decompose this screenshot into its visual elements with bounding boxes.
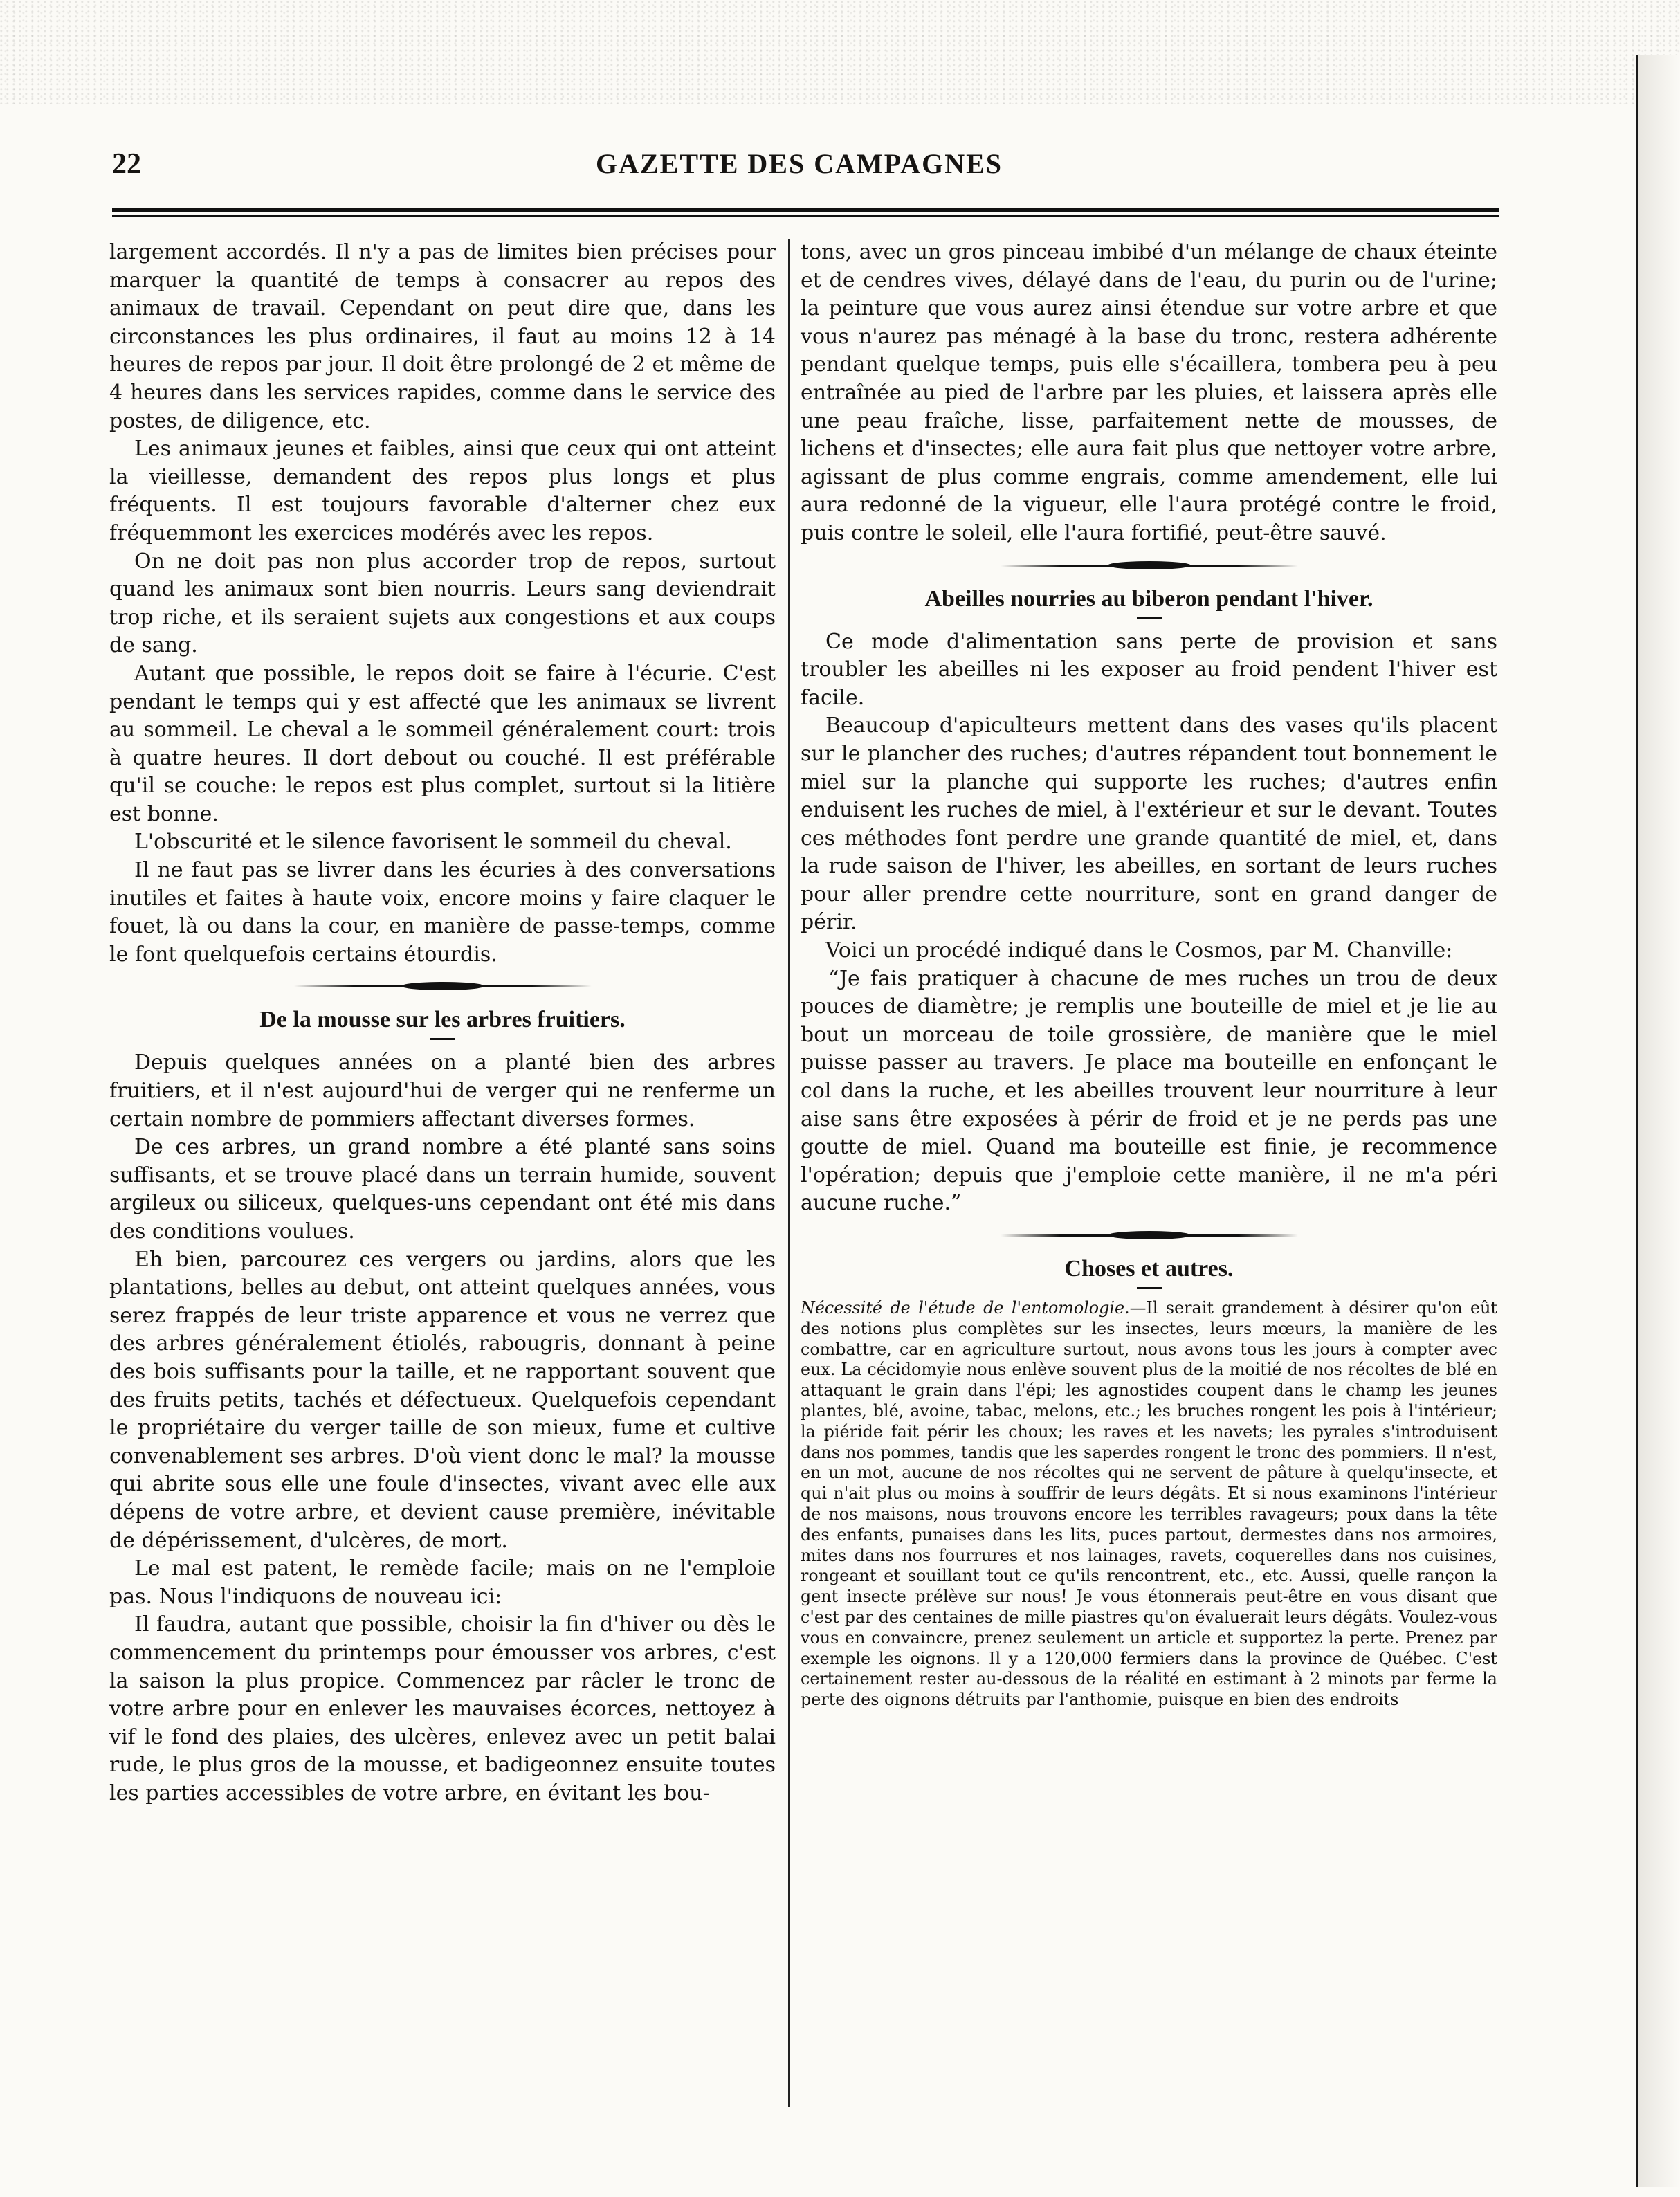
section-heading-mousse: De la mousse sur les arbres fruitiers. (259, 1007, 626, 1033)
paragraph: Eh bien, parcourez ces vergers ou jardins, alors que les plantations, belles au debut, ont atteint quelques années, vous serez frappés de leur triste apparence et vous ne verrez que des arbres généralement étiolés, rabougris, donnant à peine des bois suffisants pour la taille, et ne rapportant souvent que des fruits petits, tachés et défectueux. Quelquefois cependant le propriétaire du verger taille de son mieux, fume et cultive convenablement ses arbres. D'où vient donc le mal? la mousse qui abrite sous elle une foule d'insectes, vivant avec elle aux dépens de votre arbre, et devient cause première, inévitable de dépérissement, d'ulcères, de mort. (109, 1247, 776, 1553)
heading-dash (109, 1034, 776, 1049)
paragraph: Beaucoup d'apiculteurs mettent dans des vases qu'ils placent sur le plancher des ruches; d'autres répandent tout bonnement le miel sur la planche qui supporte les ruches; d'autres enfin enduisent les ruches de miel, à l'extérieur et sur le devant. Toutes ces méthodes font perdre une grande quantité de miel, et, dans la rude saison de l'hiver, les abeilles, en sortant de leurs ruches pour aller prendre cette nourriture, sont en grand danger de périr. (801, 713, 1497, 935)
paragraph: tons, avec un gros pinceau imbibé d'un mélange de chaux éteinte et de cendres vives, délayé dans de l'eau, du purin ou de l'urine; la peinture que vous aurez ainsi étendue sur votre arbre et que vous n'aurez pas ménagé à la base du tronc, restera adhérente pendant quelque temps, puis elle s'écaillera, tombera peu à peu entraînée au pied de l'arbre par les pluies, et laissera après elle une peau fraîche, lisse, parfaitement nette de mousses, de lichens et d'insectes; elle aura fait plus que nettoyer votre arbre, agissant de plus comme engrais, comme amendement, elle lui aura redonné de la vigueur, elle l'aura protégé contre le froid, puis contre le soleil, elle l'aura fortifié, peut-être sauvé. (801, 240, 1497, 545)
header-rule (112, 208, 1499, 217)
paragraph: largement accordés. Il n'y a pas de limites bien précises pour marquer la quantité de temps à consacrer au repos des animaux de travail. Cependant on peut dire que, dans les circonstances les plus ordinaires, il faut au moins 12 à 14 heures de repos par jour. Il doit être prolongé de 2 et même de 4 heures dans les services rapides, comme dans le service des postes, de diligence, etc. (109, 240, 776, 433)
scan-speckle (0, 0, 1680, 104)
running-title: GAZETTE DES CAMPAGNES (595, 148, 1003, 179)
paragraph: On ne doit pas non plus accorder trop de repos, surtout quand les animaux sont bien nourris. Leurs sang deviendrait trop riche, et ils seraient sujets aux congestions et aux coups de sang. (109, 549, 776, 658)
paragraph: Il faudra, autant que possible, choisir la fin d'hiver ou dès le commencement du printemps pour émousser vos arbres, c'est la saison la plus propice. Commencez par râcler le tronc de votre arbre pour en enlever les mauvaises écorces, nettoyez à vif le fond des plaies, des ulcères, enlevez avec un petit balai rude, le plus gros de la mousse, et badigeonnez ensuite toutes les parties accessibles de votre arbre, en évitant les bou- (109, 1612, 776, 1805)
paragraph: Le mal est patent, le remède facile; mais on ne l'emploie pas. Nous l'indiquons de nouveau ici: (109, 1556, 776, 1609)
paragraph: Voici un procédé indiqué dans le Cosmos, par M. Chanville: (825, 938, 1453, 963)
paragraph: Autant que possible, le repos doit se faire à l'écurie. C'est pendant le temps qui y est affecté que les animaux se livrent au sommeil. Le cheval a le sommeil généralement court: trois à quatre heures. Il dort debout ou couché. Il est préférable qu'il se couche: le repos est plus complet, surtout si la litière est bonne. (109, 661, 776, 826)
paragraph: Ce mode d'alimentation sans perte de provision et sans troubler les abeilles ni les exposer au froid pendent l'hiver est facile. (801, 629, 1497, 710)
page-header (104, 142, 1495, 183)
paragraph: Les animaux jeunes et faibles, ainsi que ceux qui ont atteint la vieillesse, demandent des repos plus longs et plus fréquents. Il est toujours favorable d'alterner chez eux fréquemmont les exercices modérés avec les repos. (109, 437, 776, 545)
page-binding-edge (1636, 55, 1680, 2187)
section-divider (109, 973, 776, 1001)
quotation-paragraph: “Je fais pratiquer à chacune de mes ruches un trou de deux pouces de diamètre; je remplis une bouteille de miel et je lie au bout un morceau de toile grossière, de manière que le miel puisse passer au travers. Je place ma bouteille en enfonçant le col dans la ruche, et les abeilles trouvent leur nourriture à leur aise sans être exposées à périr de froid et je ne perds pas une goutte de miel. Quand ma bouteille est finie, je recommence l'opération; depuis que j'emploie cette manière, il ne m'a péri aucune ruche.” (801, 966, 1497, 1216)
heading-dash (801, 613, 1497, 628)
right-column (801, 239, 1497, 1711)
section-heading-choses: Choses et autres. (1064, 1256, 1234, 1282)
column-divider (788, 239, 790, 2107)
run-in-title: Nécessité de l'étude de l'entomologie. (801, 1298, 1130, 1318)
paragraph: L'obscurité et le silence favorisent le sommeil du cheval. (134, 830, 732, 855)
section-divider (801, 1222, 1497, 1250)
paragraph: Depuis quelques années on a planté bien des arbres fruitiers, et il n'est aujourd'hui de verger qui ne renferme un certain nombre de pommiers affectant diverses formes. (109, 1050, 776, 1131)
paragraph: Il ne faut pas se livrer dans les écuries à des conversations inutiles et faites à haute voix, encore moins y faire claquer le fouet, là ou dans la cour, en manière de passe-temps, comme le font quelquefois certains étourdis. (109, 858, 776, 967)
section-heading-abeilles: Abeilles nourries au biberon pendant l'hiver. (924, 585, 1373, 612)
small-print-paragraph (801, 1298, 1497, 1711)
left-column (109, 239, 776, 1807)
paragraph: De ces arbres, un grand nombre a été planté sans soins suffisants, et se trouve placé dans un terrain humide, souvent argileux ou siliceux, quelques-uns cependant ont été mis dans des conditions voulues. (109, 1135, 776, 1243)
section-divider (801, 552, 1497, 580)
heading-dash (801, 1283, 1497, 1298)
page-number: 22 (112, 148, 141, 180)
small-print-text: —Il serait grandement à désirer qu'on eût des notions plus complètes sur les insectes, leurs mœurs, la manière de les combattre, car en agriculture surtout, nous avons tous les jours à compter avec eux. La cécidomyie nous enlève souvent plus de la moitié de nos récoltes de blé en attaquant le grain dans l'épi; les agnostides coupent dans le champ les jeunes plantes, blé, avoine, tabac, melons, etc.; les bruches rongent les pois à l'intérieur; la piéride fait périr les choux; les raves et les navets; les pyrales s'introduisent dans nos pommes, tandis que les saperdes rongent le tronc des pommiers. Il n'est, en un mot, aucune de nos récoltes qui ne servent de pâture à quelqu'insecte, et qui n'ait plus ou moins à souffrir de leurs dégâts. Et si nous examinons l'intérieur de nos maisons, nous trouvons encore les terribles ravageurs; poux dans la tête des enfants, punaises dans les lits, puces partout, dermestes dans nos armoires, mites dans nos fourrures et nos lainages, ravets, coquerelles dans nos cuisines, rongeant et souillant tout ce qu'ils rencontrent, etc., etc. Aussi, quelle rançon la gent insecte prélève sur nous! Je vous étonnerais peut-être en vous disant que c'est par des centaines de mille piastres qu'on évaluerait leurs dégâts. Voulez-vous vous en convaincre, prenez seulement un article et supportez la perte. Prenez par exemple les oignons. Il y a 120,000 fermiers dans la province de Québec. C'est certainement rester au-dessous de la réalité en estimant à 2 minots par ferme la perte des oignons détruits par l'anthomie, puisque en bien des endroits (801, 1298, 1497, 1710)
